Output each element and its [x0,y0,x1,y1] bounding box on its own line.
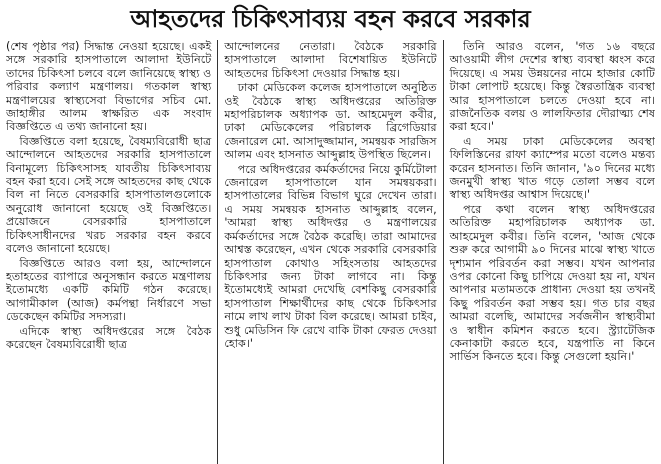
article-columns [6,40,655,464]
column-2 [218,40,442,464]
paragraph: ঢাকা মেডিকেল কলেজ হাসপাতালে অনুষ্ঠিত ওই বৈঠকে স্বাস্থ্য অধিদপ্তরের অতিরিক্ত মহাপরিচালক অধ্যাপক ডা. আহমেদুল কবীর, ঢাকা মেডিকেলের পরিচালক ব্রিগেডিয়ার জেনারেল মো. আসাদুজ্জামান, সমন্বয়ক সারজিস আলম এবং হাসনাত আব্দুল্লাহ উপস্থিত ছিলেন। [224,81,437,162]
headline: আহতদের চিকিৎসাব্যয় বহন করবে সরকার [130,5,531,33]
paragraph: আন্দোলনের নেতারা। বৈঠকে সরকারি হাসপাতালে আলাদা বিশেষায়িত ইউনিটে আহতদের চিকিৎসা দেওয়ার সিদ্ধান্ত হয়। [224,40,437,80]
paragraph: এদিকে স্বাস্থ্য অধিদপ্তরের সঙ্গে বৈঠক করেছেন বৈষম্যবিরোধী ছাত্র [6,324,212,351]
column-1 [6,40,217,464]
paragraph: বিজ্ঞপ্তিতে আরও বলা হয়, আন্দোলনে হতাহতের ব্যাপারে অনুসন্ধান করতে মন্ত্রণালয় ইতোমধ্যে একটি কমিটি গঠন করেছে। আগামীকাল (আজ) কর্মপন্থা নির্ধারণে সভা ডেকেছেন কমিটির সদস্যরা। [6,256,212,324]
paragraph: তিনি আরও বলেন, 'গত ১৬ বছরে আওয়ামী লীগ দেশের স্বাস্থ্য ব্যবস্থা ধ্বংস করে দিয়েছে। এ সময় উন্নয়নের নামে হাজার কোটি টাকা লোপাট হয়েছে। কিন্তু স্বৈরতান্ত্রিক ব্যবস্থা আর হাসপাতালে চলতে দেওয়া হবে না। রাজনৈতিক বলয় ও লালফিতার দৌরাত্ম্য শেষ করা হবে।' [449,40,656,134]
paragraph: বিজ্ঞপ্তিতে বলা হয়েছে, বৈষম্যবিরোধী ছাত্র আন্দোলনে আহতদের সরকারি হাসপাতালে বিনামূল্যে চিকিৎসাসহ যাবতীয় চিকিৎসাব্যয় বহন করা হবে। সেই সঙ্গে আহতদের কাছ থেকে বিল না নিতে বেসরকারি হাসপাতালগুলোকে অনুরোধ জানানো হয়েছে ওই বিজ্ঞপ্তিতে। প্রয়োজনে বেসরকারি হাসপাতালে চিকিৎসাধীনদের খরচ সরকার বহন করবে বলেও জানানো হয়েছে। [6,134,212,256]
column-3 [444,40,655,464]
paragraph: পরে অধিদপ্তরের কর্মকর্তাদের নিয়ে কুর্মিটোলা জেনারেল হাসপাতালে যান সমন্বয়করা। হাসপাতালের বিভিন্ন বিভাগ ঘুরে দেখেন তারা। এ সময় সমন্বয়ক হাসনাত আব্দুল্লাহ বলেন, 'আমরা স্বাস্থ্য অধিদপ্তর ও মন্ত্রণালয়ের কর্মকর্তাদের সঙ্গে বৈঠক করেছি। তারা আমাদের আশ্বস্ত করেছেন, এখন থেকে সরকারি বেসরকারি হাসপাতাল কোথাও সহিংসতায় আহতদের চিকিৎসার জন্য টাকা লাগবে না। কিন্তু ইতোমধ্যেই আমরা দেখেছি বেশকিছু বেসরকারি হাসপাতাল শিক্ষার্থীদের কাছ থেকে চিকিৎসার নামে লাখ লাখ টাকা বিল করেছে। আমরা চাইব, শুধু মেডিসিন ফি রেখে বাকি টাকা ফেরত দেওয়া হোক।' [224,162,437,350]
paragraph: (শেষ পৃষ্ঠার পর) সিদ্ধান্ত নেওয়া হয়েছে। একই সঙ্গে সরকারি হাসপাতালে আলাদা ইউনিটে তাদের চিকিৎসা চলবে বলে জানিয়েছে স্বাস্থ্য ও পরিবার কল্যাণ মন্ত্রণালয়। গতকাল স্বাস্থ্য মন্ত্রণালয়ের স্বাস্থ্যসেবা বিভাগের সচিব মো. জাহাঙ্গীর আলম স্বাক্ষরিত এক সংবাদ বিজ্ঞপ্তিতে এ তথ্য জানানো হয়। [6,40,212,134]
paragraph: পরে কথা বলেন স্বাস্থ্য অধিদপ্তরের অতিরিক্ত মহাপরিচালক অধ্যাপক ডা. আহমেদুল কবীর। তিনি বলেন, 'আজ থেকে শুরু করে আগামী ৯০ দিনের মাঝে স্বাস্থ্য খাতে দৃশ্যমান পরিবর্তন করা সম্ভব। যখন আপনার ওপর কোনো কিছু চাপিয়ে দেওয়া হয় না, যখন আপনার মতামতকে প্রাধান্য দেওয়া হয় তখনই কিছু পরিবর্তন করা সম্ভব হয়। গত চার বছর আমরা বলেছি, আমাদের সর্বজনীন স্বাস্থ্যবীমা ও স্বাধীন কমিশন করতে হবে। স্ট্র্যাটেজিক কেনাকাটা করতে হবে, যন্ত্রপাতি না কিনে সার্ভিস কিনতে হবে। কিন্তু সেগুলো হয়নি।' [449,202,656,364]
paragraph: এ সময় ঢাকা মেডিকেলের অবস্থা ফিলিস্তিনের রাফা ক্যাম্পের মতো বলেও মন্তব্য করেন হাসনাত। তিনি জানান, '৯০ দিনের মধ্যে জনমুখী স্বাস্থ্য খাত গড়ে তোলা সম্ভব বলে স্বাস্থ্য অধিদপ্তর আশ্বাস দিয়েছে।' [449,134,656,202]
